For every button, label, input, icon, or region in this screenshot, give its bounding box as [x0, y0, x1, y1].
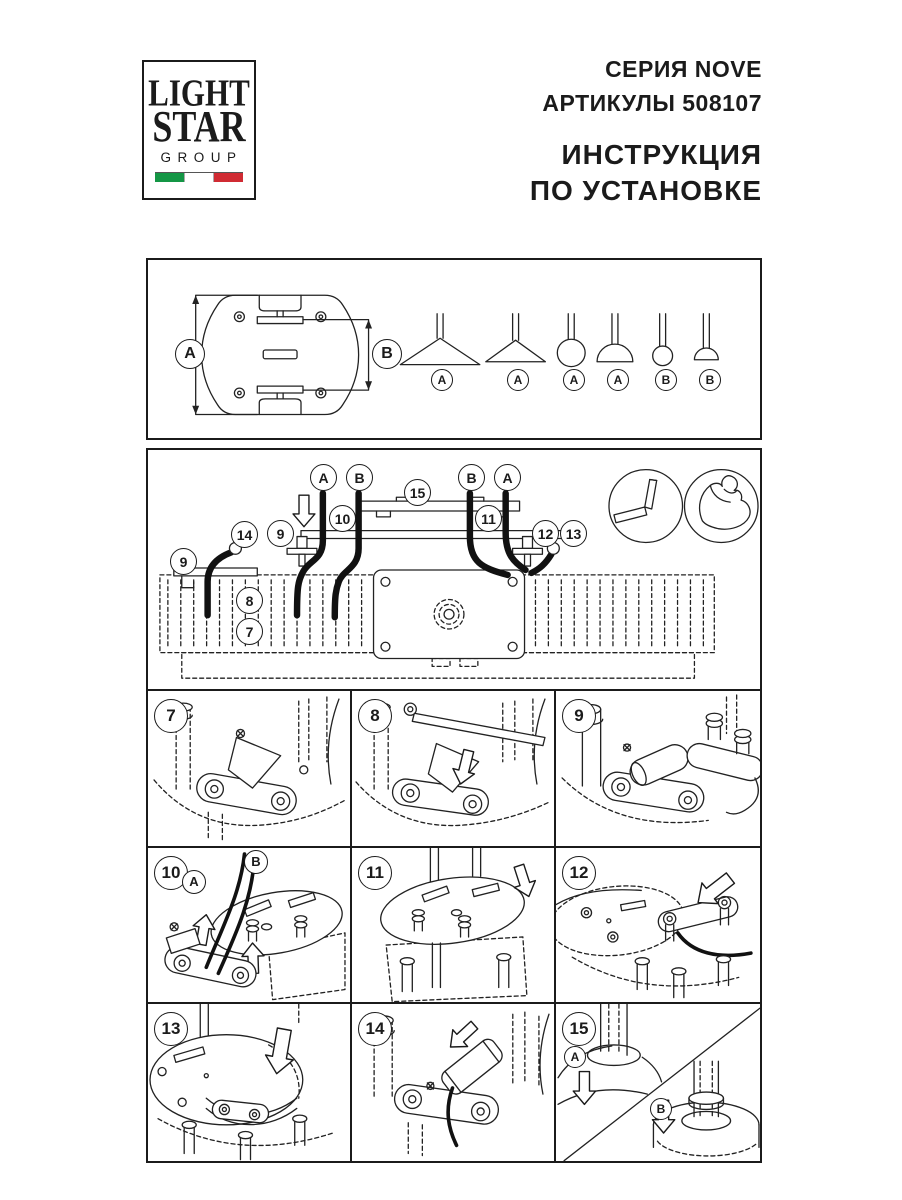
step-panel-12: [556, 848, 760, 1005]
callout-wire-a-right: A: [494, 464, 521, 491]
step-number-badge: 8: [358, 699, 392, 733]
step-panel-8: [352, 691, 556, 848]
callout-wire-b-right: B: [458, 464, 485, 491]
step-number-badge: 14: [358, 1012, 392, 1046]
step-number-badge: 12: [562, 856, 596, 890]
shade-label: A: [431, 369, 453, 391]
callout-part-11: 11: [475, 505, 502, 532]
assembly-diagram: [148, 450, 760, 689]
parts-diagram: [148, 260, 760, 438]
callout-wire-a-left: A: [310, 464, 337, 491]
step-panel-13: [148, 1004, 352, 1161]
lightstar-logo: [142, 60, 256, 200]
logo-word-light: LIGHT: [148, 71, 250, 114]
callout-b: B: [244, 850, 268, 874]
callout-part-8: 8: [236, 587, 263, 614]
callout-part-14: 14: [231, 521, 258, 548]
step-panel-11: [352, 848, 556, 1005]
callout-part-15: 15: [404, 479, 431, 506]
callout-b: B: [650, 1098, 672, 1120]
callout-part-13: 13: [560, 520, 587, 547]
shade-label: B: [655, 369, 677, 391]
step-panel-15: [556, 1004, 760, 1161]
step-panel-9: [556, 691, 760, 848]
callout-part-10: 10: [329, 505, 356, 532]
shade-label: B: [699, 369, 721, 391]
header-titles: [530, 56, 762, 207]
step-number-badge: 13: [154, 1012, 188, 1046]
articles-title: АРТИКУЛЫ 508107: [542, 90, 762, 116]
parts-overview-panel: [146, 258, 762, 440]
callout-part-9-mid: 9: [267, 520, 294, 547]
shade-label: A: [563, 369, 585, 391]
shade-label: A: [607, 369, 629, 391]
logo-word-group: GROUP: [160, 149, 243, 165]
muscle-icon: [684, 470, 758, 543]
series-title: СЕРИЯ NOVE: [605, 56, 762, 82]
step-number-badge: 10: [154, 856, 188, 890]
step-number-badge: 7: [154, 699, 188, 733]
step-number-badge: 9: [562, 699, 596, 733]
step-number-badge: 15: [562, 1012, 596, 1046]
instruction-title-line1: ИНСТРУКЦИЯ: [561, 139, 762, 170]
dim-callout-b: B: [372, 339, 402, 369]
step-panel-10: [148, 848, 352, 1005]
italy-flag-icon: [155, 172, 243, 182]
callout-wire-b-left: B: [346, 464, 373, 491]
allen-key-icon: [609, 470, 683, 543]
dim-callout-a: A: [175, 339, 205, 369]
assembly-overview-panel: [146, 448, 762, 691]
step-panel-7: [148, 691, 352, 848]
shade-label: A: [507, 369, 529, 391]
flag-green: [155, 173, 184, 182]
steps-grid: [146, 689, 762, 1163]
callout-part-7: 7: [236, 618, 263, 645]
callout-part-9-left: 9: [170, 548, 197, 575]
step-number-badge: 11: [358, 856, 392, 890]
flag-white: [184, 173, 215, 182]
instruction-title-line2: ПО УСТАНОВКЕ: [529, 175, 762, 206]
callout-a: A: [564, 1046, 586, 1068]
step-panel-14: [352, 1004, 556, 1161]
logo-word-star: STAR: [152, 101, 246, 151]
flag-red: [214, 173, 243, 182]
callout-part-12: 12: [532, 520, 559, 547]
callout-a: A: [182, 870, 206, 894]
